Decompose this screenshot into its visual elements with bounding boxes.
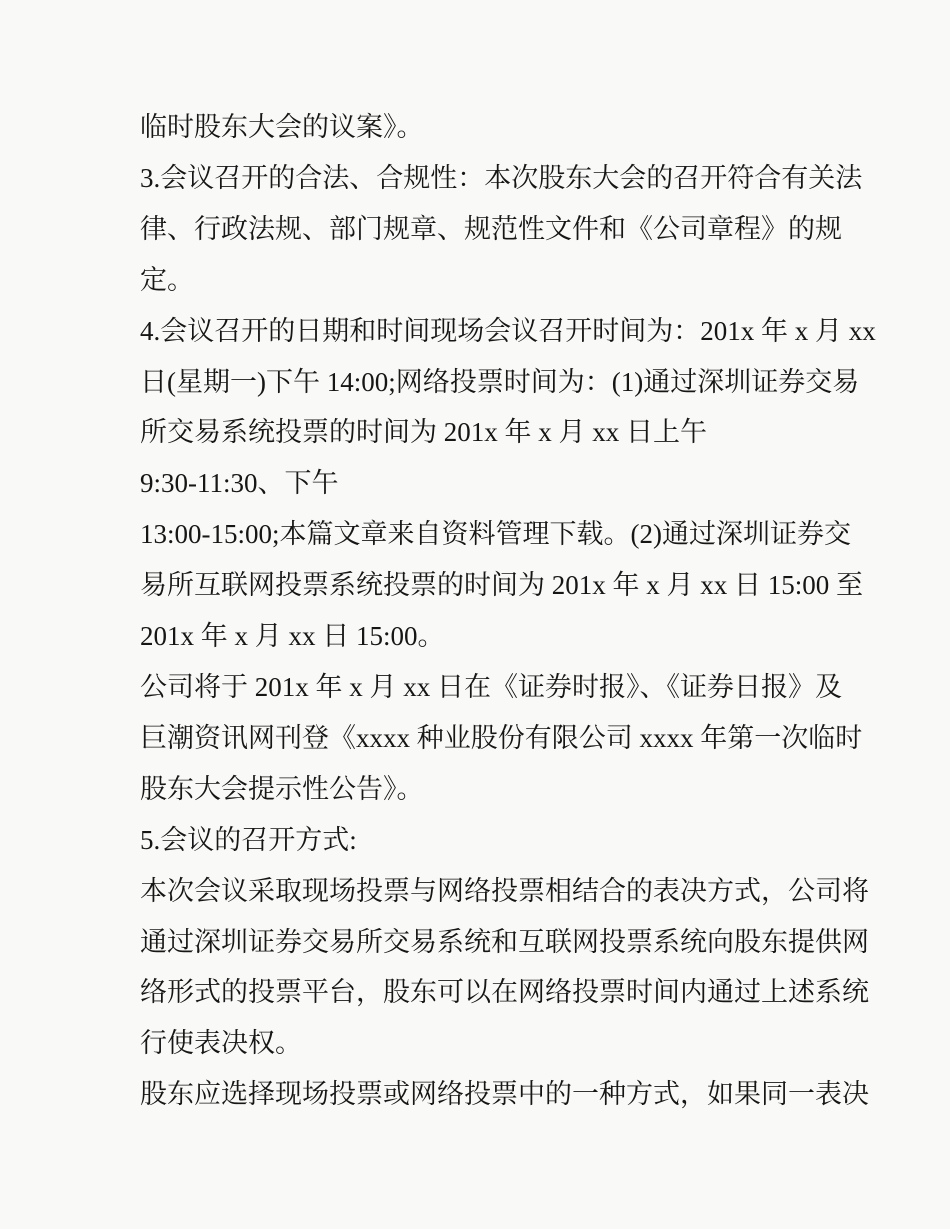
document-text-line: 5.会议的召开方式:	[140, 824, 357, 855]
document-text-line: 定。	[140, 264, 194, 295]
document-text-line: 201x 年 x 月 xx 日 15:00。	[140, 621, 445, 652]
document-text-line: 行使表决权。	[140, 1028, 302, 1059]
document-text-line: 3.会议召开的合法、合规性：本次股东大会的召开符合有关法	[140, 162, 863, 193]
document-text-line: 公司将于 201x 年 x 月 xx 日在《证券时报》、《证券日报》及	[140, 671, 842, 702]
document-text-line: 络形式的投票平台，股东可以在网络投票时间内通过上述系统	[140, 977, 869, 1008]
document-text-line: 易所互联网投票系统投票的时间为 201x 年 x 月 xx 日 15:00 至	[140, 570, 864, 601]
document-text-line: 股东应选择现场投票或网络投票中的一种方式，如果同一表决	[140, 1079, 869, 1110]
document-text-line: 律、行政法规、部门规章、规范性文件和《公司章程》的规	[140, 213, 842, 244]
document-text-line: 通过深圳证券交易所交易系统和互联网投票系统向股东提供网	[140, 926, 869, 957]
document-text-line: 本次会议采取现场投票与网络投票相结合的表决方式，公司将	[140, 875, 869, 906]
document-text-block	[140, 102, 876, 1120]
document-text-line: 巨潮资讯网刊登《xxxx 种业股份有限公司 xxxx 年第一次临时	[140, 722, 863, 753]
document-text-line: 股东大会提示性公告》。	[140, 773, 424, 804]
document-text-line: 日(星期一)下午 14:00;网络投票时间为：(1)通过深圳证券交易	[140, 366, 860, 397]
document-text-line: 9:30-11:30、下午	[140, 468, 339, 499]
document-text-line: 所交易系统投票的时间为 201x 年 x 月 xx 日上午	[140, 417, 707, 448]
document-text-line: 13:00-15:00;本篇文章来自资料管理下载。(2)通过深圳证券交	[140, 519, 851, 550]
document-text-line: 4.会议召开的日期和时间现场会议召开时间为：201x 年 x 月 xx	[140, 315, 876, 346]
document-text-line: 临时股东大会的议案》。	[140, 112, 424, 142]
